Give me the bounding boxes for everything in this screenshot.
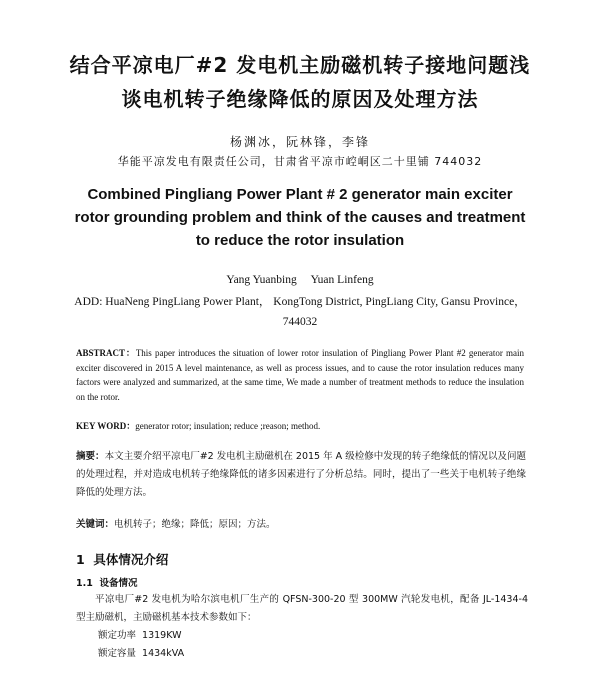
english-title-line-3: to reduce the rotor insulation	[195, 232, 405, 249]
parameter-rated-capacity: 额定容量 1434kVA	[98, 648, 185, 659]
chinese-abstract	[76, 448, 526, 502]
section-1-1-heading: 1.1 设备情况	[76, 578, 138, 589]
section-1-heading: 1 具体情况介绍	[76, 552, 169, 567]
english-title	[60, 183, 540, 252]
english-address: ADD: HuaNeng PingLiang Power Plant， KongTong District, PingLiang City, Gansu Province，744032	[74, 296, 526, 328]
english-abstract	[76, 346, 524, 404]
chinese-authors: 杨渊冰，阮林锋，李锋	[229, 135, 370, 149]
chinese-title-line-1: 结合平凉电厂#2 发电机主励磁机转子接地问题浅	[69, 53, 531, 77]
chinese-keywords-label: 关键词：	[76, 519, 115, 530]
section-1-1-paragraph: 平凉电厂#2 发电机为哈尔滨电机厂生产的 QFSN-300-20 型 300MW 汽轮发电机，配备 JL-1434-4 型主励磁机，主励磁机基本技术参数如下：	[76, 594, 528, 623]
abstract-label: ABSTRACT：	[76, 348, 136, 358]
chinese-abstract-label: 摘要：	[76, 451, 105, 462]
keywords-text: generator rotor; insulation; reduce ;reason; method.	[135, 421, 321, 431]
chinese-title	[40, 48, 560, 116]
english-authors: Yang Yuanbing Yuan Linfeng	[226, 274, 374, 286]
english-title-line-2: rotor grounding problem and think of the causes and treatment	[74, 209, 526, 226]
chinese-abstract-text: 本文主要介绍平凉电厂#2 发电机主励磁机在 2015 年 A 级检修中发现的转子绝缘低的情况以及问题的处理过程，并对造成电机转子绝缘降低的诸多因素进行了分析总结。同时，提出了一些关于电机转子绝缘降低的处理方法。	[76, 451, 526, 498]
chinese-keywords-text: 电机转子；绝缘；降低；原因；方法。	[114, 519, 276, 530]
parameter-rated-power: 额定功率 1319KW	[98, 630, 182, 641]
chinese-keywords	[76, 516, 526, 530]
english-title-line-1: Combined Pingliang Power Plant # 2 generator main exciter	[87, 186, 513, 203]
keywords-label: KEY WORD：	[76, 421, 136, 431]
abstract-text: This paper introduces the situation of lower rotor insulation of Pingliang Power Plant #2 generator main exciter discovered in 2015 A level maintenance, as well as process issues, and to cause the rotor insulation reduces many factors were analyzed and summarized, at the same time, We made a number of treatment methods to reduce the insulation on the rotor.	[76, 348, 524, 402]
english-keywords	[76, 419, 524, 432]
chinese-affiliation: 华能平凉发电有限责任公司，甘肃省平凉市崆峒区二十里铺 744032	[117, 155, 483, 168]
chinese-title-line-2: 谈电机转子绝缘降低的原因及处理方法	[121, 87, 479, 111]
